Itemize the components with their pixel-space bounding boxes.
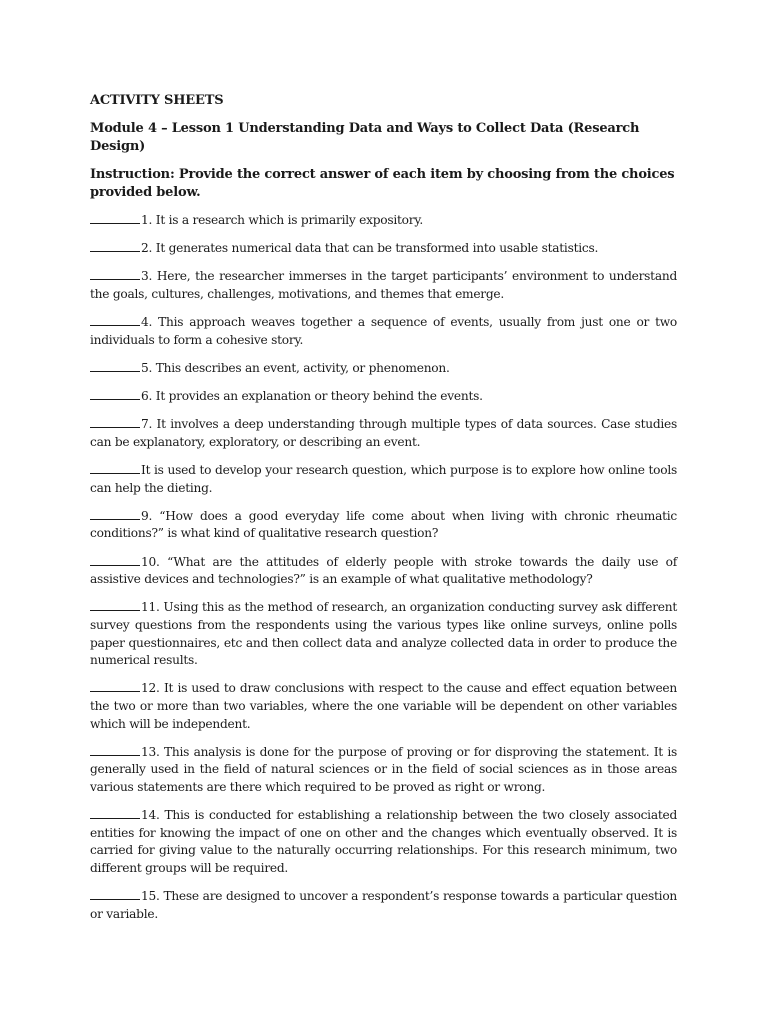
question-text: 11. Using this as the method of research, an organization conducting survey ask different survey questions from the respondents using the various types like online surveys, online polls paper questionnaires, etc and then collect data and analyze collected data in order to produce the numerical results. bbox=[90, 600, 677, 668]
instruction-text: Instruction: Provide the correct answer of each item by choosing from the choices provided below. bbox=[90, 167, 675, 200]
question-item bbox=[90, 554, 677, 589]
answer-blank[interactable] bbox=[90, 314, 140, 326]
question-item bbox=[90, 462, 677, 497]
answer-blank[interactable] bbox=[90, 240, 140, 252]
question-text: 2. It generates numerical data that can be transformed into usable statistics. bbox=[141, 241, 599, 256]
question-item bbox=[90, 240, 677, 258]
question-text: 15. These are designed to uncover a respondent’s response towards a particular question or variable. bbox=[90, 889, 677, 921]
question-text: 10. “What are the attitudes of elderly people with stroke towards the daily use of assistive devices and technologies?” is an example of what qualitative methodology? bbox=[90, 554, 677, 587]
question-text: 4. This approach weaves together a sequence of events, usually from just one or two individuals to form a cohesive story. bbox=[90, 315, 677, 347]
question-item bbox=[90, 416, 677, 451]
answer-blank[interactable] bbox=[90, 360, 140, 372]
answer-blank[interactable] bbox=[90, 462, 140, 474]
page-title: ACTIVITY SHEETS bbox=[90, 93, 224, 108]
question-text: 5. This describes an event, activity, or phenomenon. bbox=[141, 360, 450, 375]
question-text: 1. It is a research which is primarily expository. bbox=[141, 213, 423, 227]
question-item bbox=[90, 388, 677, 406]
answer-blank[interactable] bbox=[90, 416, 140, 428]
answer-blank[interactable] bbox=[90, 554, 140, 566]
question-item bbox=[90, 314, 677, 349]
answer-blank[interactable] bbox=[90, 680, 140, 692]
question-item bbox=[90, 268, 677, 303]
question-item bbox=[90, 599, 677, 669]
question-text: 6. It provides an explanation or theory behind the events. bbox=[141, 389, 483, 404]
question-item bbox=[90, 888, 677, 923]
question-item bbox=[90, 212, 677, 230]
question-text: 14. This is conducted for establishing a relationship between the two closely associated entities for knowing the impact of one on other and the changes which eventually observed. It is carried for giving value to the naturally occurring relationships. For this research minimum, two different groups will be required. bbox=[90, 808, 677, 875]
question-text: 7. It involves a deep understanding through multiple types of data sources. Case studies can be explanatory, exploratory, or describing an event. bbox=[90, 417, 677, 449]
answer-blank[interactable] bbox=[90, 744, 140, 756]
question-text: 12. It is used to draw conclusions with respect to the cause and effect equation between the two or more than two variables, where the one variable will be dependent on other variables which will be independent. bbox=[90, 681, 677, 731]
question-item bbox=[90, 744, 677, 797]
answer-blank[interactable] bbox=[90, 212, 140, 224]
module-title: Module 4 – Lesson 1 Understanding Data and Ways to Collect Data (Research Design) bbox=[90, 121, 640, 154]
answer-blank[interactable] bbox=[90, 599, 140, 611]
answer-blank[interactable] bbox=[90, 268, 140, 280]
answer-blank[interactable] bbox=[90, 508, 140, 520]
question-text: 13. This analysis is done for the purpose of proving or for disproving the statement. It is generally used in the field of natural sciences or in the field of social sciences as in those areas various statements are there which required to be proved as right or wrong. bbox=[90, 744, 677, 794]
question-item bbox=[90, 807, 677, 877]
question-text: 3. Here, the researcher immerses in the target participants’ environment to understand the goals, cultures, challenges, motivations, and themes that emerge. bbox=[90, 269, 677, 301]
question-text: It is used to develop your research question, which purpose is to explore how online tools can help the dieting. bbox=[90, 463, 677, 495]
answer-blank[interactable] bbox=[90, 388, 140, 400]
question-item bbox=[90, 360, 677, 378]
question-text: 9. “How does a good everyday life come about when living with chronic rheumatic conditions?” is what kind of qualitative research question? bbox=[90, 508, 677, 541]
activity-sheet bbox=[90, 92, 677, 934]
answer-blank[interactable] bbox=[90, 807, 140, 819]
answer-blank[interactable] bbox=[90, 888, 140, 900]
question-item bbox=[90, 508, 677, 543]
question-item bbox=[90, 680, 677, 733]
